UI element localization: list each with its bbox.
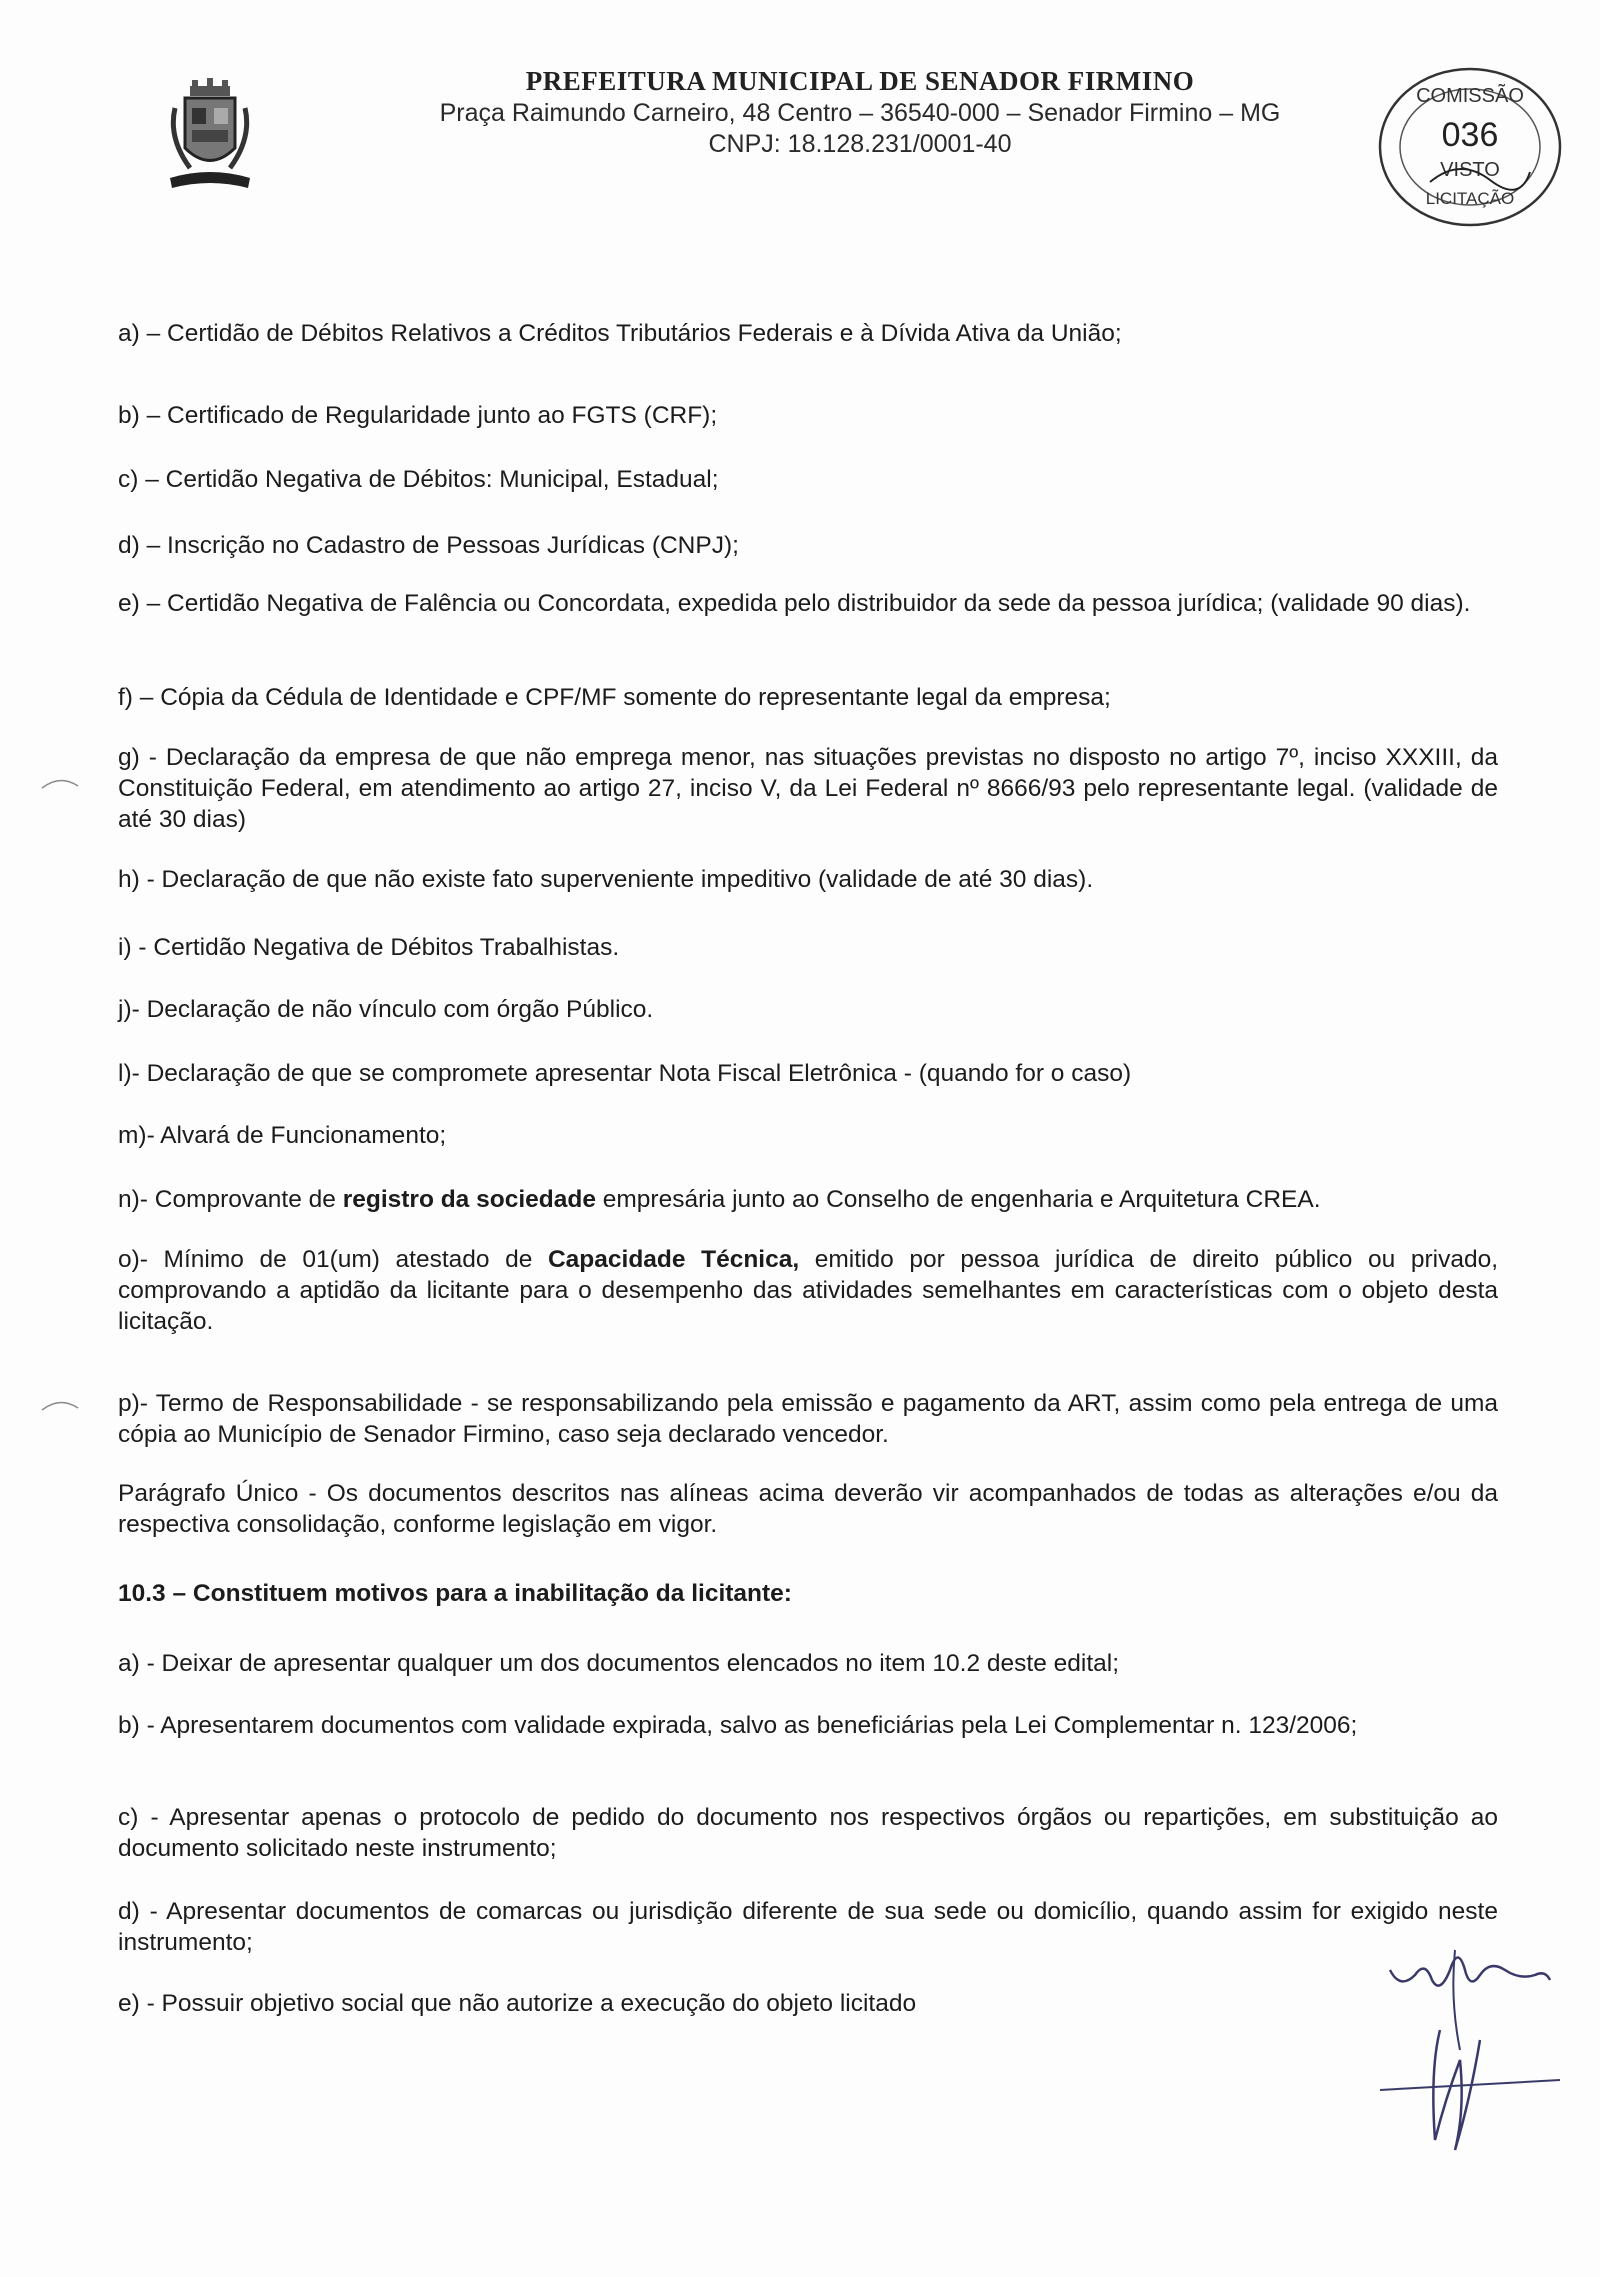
item-n-bold: registro da sociedade [342,1186,596,1213]
list-item: c) – Certidão Negativa de Débitos: Municipal, Estadual; [118,466,719,493]
letterhead-address: Praça Raimundo Carneiro, 48 Centro – 36540-000 – Senador Firmino – MG [439,99,1281,127]
list-item: f) – Cópia da Cédula de Identidade e CPF/MF somente do representante legal da empresa; [118,684,1111,711]
punch-hole-mark [40,1398,80,1412]
stamp-number: 036 [1441,116,1499,154]
handwritten-signature [1370,1940,1570,2170]
item-o-post: emitido por pessoa jurídica de direito público ou privado, comprovando a aptidão da licitante para o desempenho das atividades semelhantes em características com o objeto desta licitação. [118,1246,1499,1335]
list-item: b) – Certificado de Regularidade junto ao FGTS (CRF); [118,402,718,429]
stamp-top-text: COMISSÃO [1416,85,1524,107]
list-item: a) - Deixar de apresentar qualquer um dos documentos elencados no item 10.2 deste edital; [118,1650,1120,1677]
section-heading: 10.3 – Constituem motivos para a inabilitação da licitante: [118,1580,792,1607]
list-item-o [118,1244,1498,1337]
stamp-bottom-text: LICITAÇÃO [1425,189,1515,208]
item-n-pre: n)- Comprovante de [118,1186,343,1213]
list-item: b) - Apresentarem documentos com validade expirada, salvo as beneficiárias pela Lei Complementar n. 123/2006; [118,1712,1358,1739]
list-item: e) – Certidão Negativa de Falência ou Concordata, expedida pelo distribuidor da sede da pessoa jurídica; (validade 90 dias). [118,590,1471,617]
letterhead-title: PREFEITURA MUNICIPAL DE SENADOR FIRMINO [525,66,1195,96]
list-item: m)- Alvará de Funcionamento; [118,1122,447,1149]
list-item: d) - Apresentar documentos de comarcas ou jurisdição diferente de sua sede ou domicílio, quando assim for exigido neste instrumento; [118,1898,1498,1956]
item-n-post: empresária junto ao Conselho de engenharia e Arquitetura CREA. [595,1186,1321,1213]
list-item: e) - Possuir objetivo social que não autorize a execução do objeto licitado [118,1990,917,2017]
paragrafo-unico: Parágrafo Único - Os documentos descritos nas alíneas acima deverão vir acompanhados de todas as alterações e/ou da respectiva consolidação, conforme legislação em vigor. [118,1480,1498,1538]
list-item-n [118,1184,1498,1215]
punch-hole-mark [40,776,80,790]
list-item: i) - Certidão Negativa de Débitos Trabalhistas. [118,934,620,961]
list-item: h) - Declaração de que não existe fato superveniente impeditivo (validade de até 30 dias). [118,866,1094,893]
stamp-middle-text: VISTO [1440,159,1500,181]
list-item: c) - Apresentar apenas o protocolo de pedido do documento nos respectivos órgãos ou repartições, em substituição ao documento solicitado neste instrumento; [118,1804,1498,1862]
commission-stamp [1370,62,1570,232]
list-item: l)- Declaração de que se compromete apresentar Nota Fiscal Eletrônica - (quando for o caso) [118,1060,1132,1087]
list-item: g) - Declaração da empresa de que não emprega menor, nas situações previstas no disposto no artigo 7º, inciso XXXIII, da Constituição Federal, em atendimento ao artigo 27, inciso V, da Lei Federal nº 8666/93 pelo representante legal. (validade de até 30 dias) [118,744,1498,833]
letterhead [360,66,1360,159]
item-o-pre: o)- Mínimo de 01(um) atestado de [118,1246,548,1273]
list-item: j)- Declaração de não vínculo com órgão Público. [118,996,654,1023]
municipal-coat-of-arms-icon [160,78,260,198]
list-item-p: p)- Termo de Responsabilidade - se responsabilizando pela emissão e pagamento da ART, assim como pela entrega de uma cópia ao Município de Senador Firmino, caso seja declarado vencedor. [118,1390,1498,1448]
item-o-bold: Capacidade Técnica, [547,1246,800,1273]
letterhead-cnpj: CNPJ: 18.128.231/0001-40 [708,130,1012,158]
list-item: a) – Certidão de Débitos Relativos a Créditos Tributários Federais e à Dívida Ativa da União; [118,320,1122,347]
list-item: d) – Inscrição no Cadastro de Pessoas Jurídicas (CNPJ); [118,532,739,559]
